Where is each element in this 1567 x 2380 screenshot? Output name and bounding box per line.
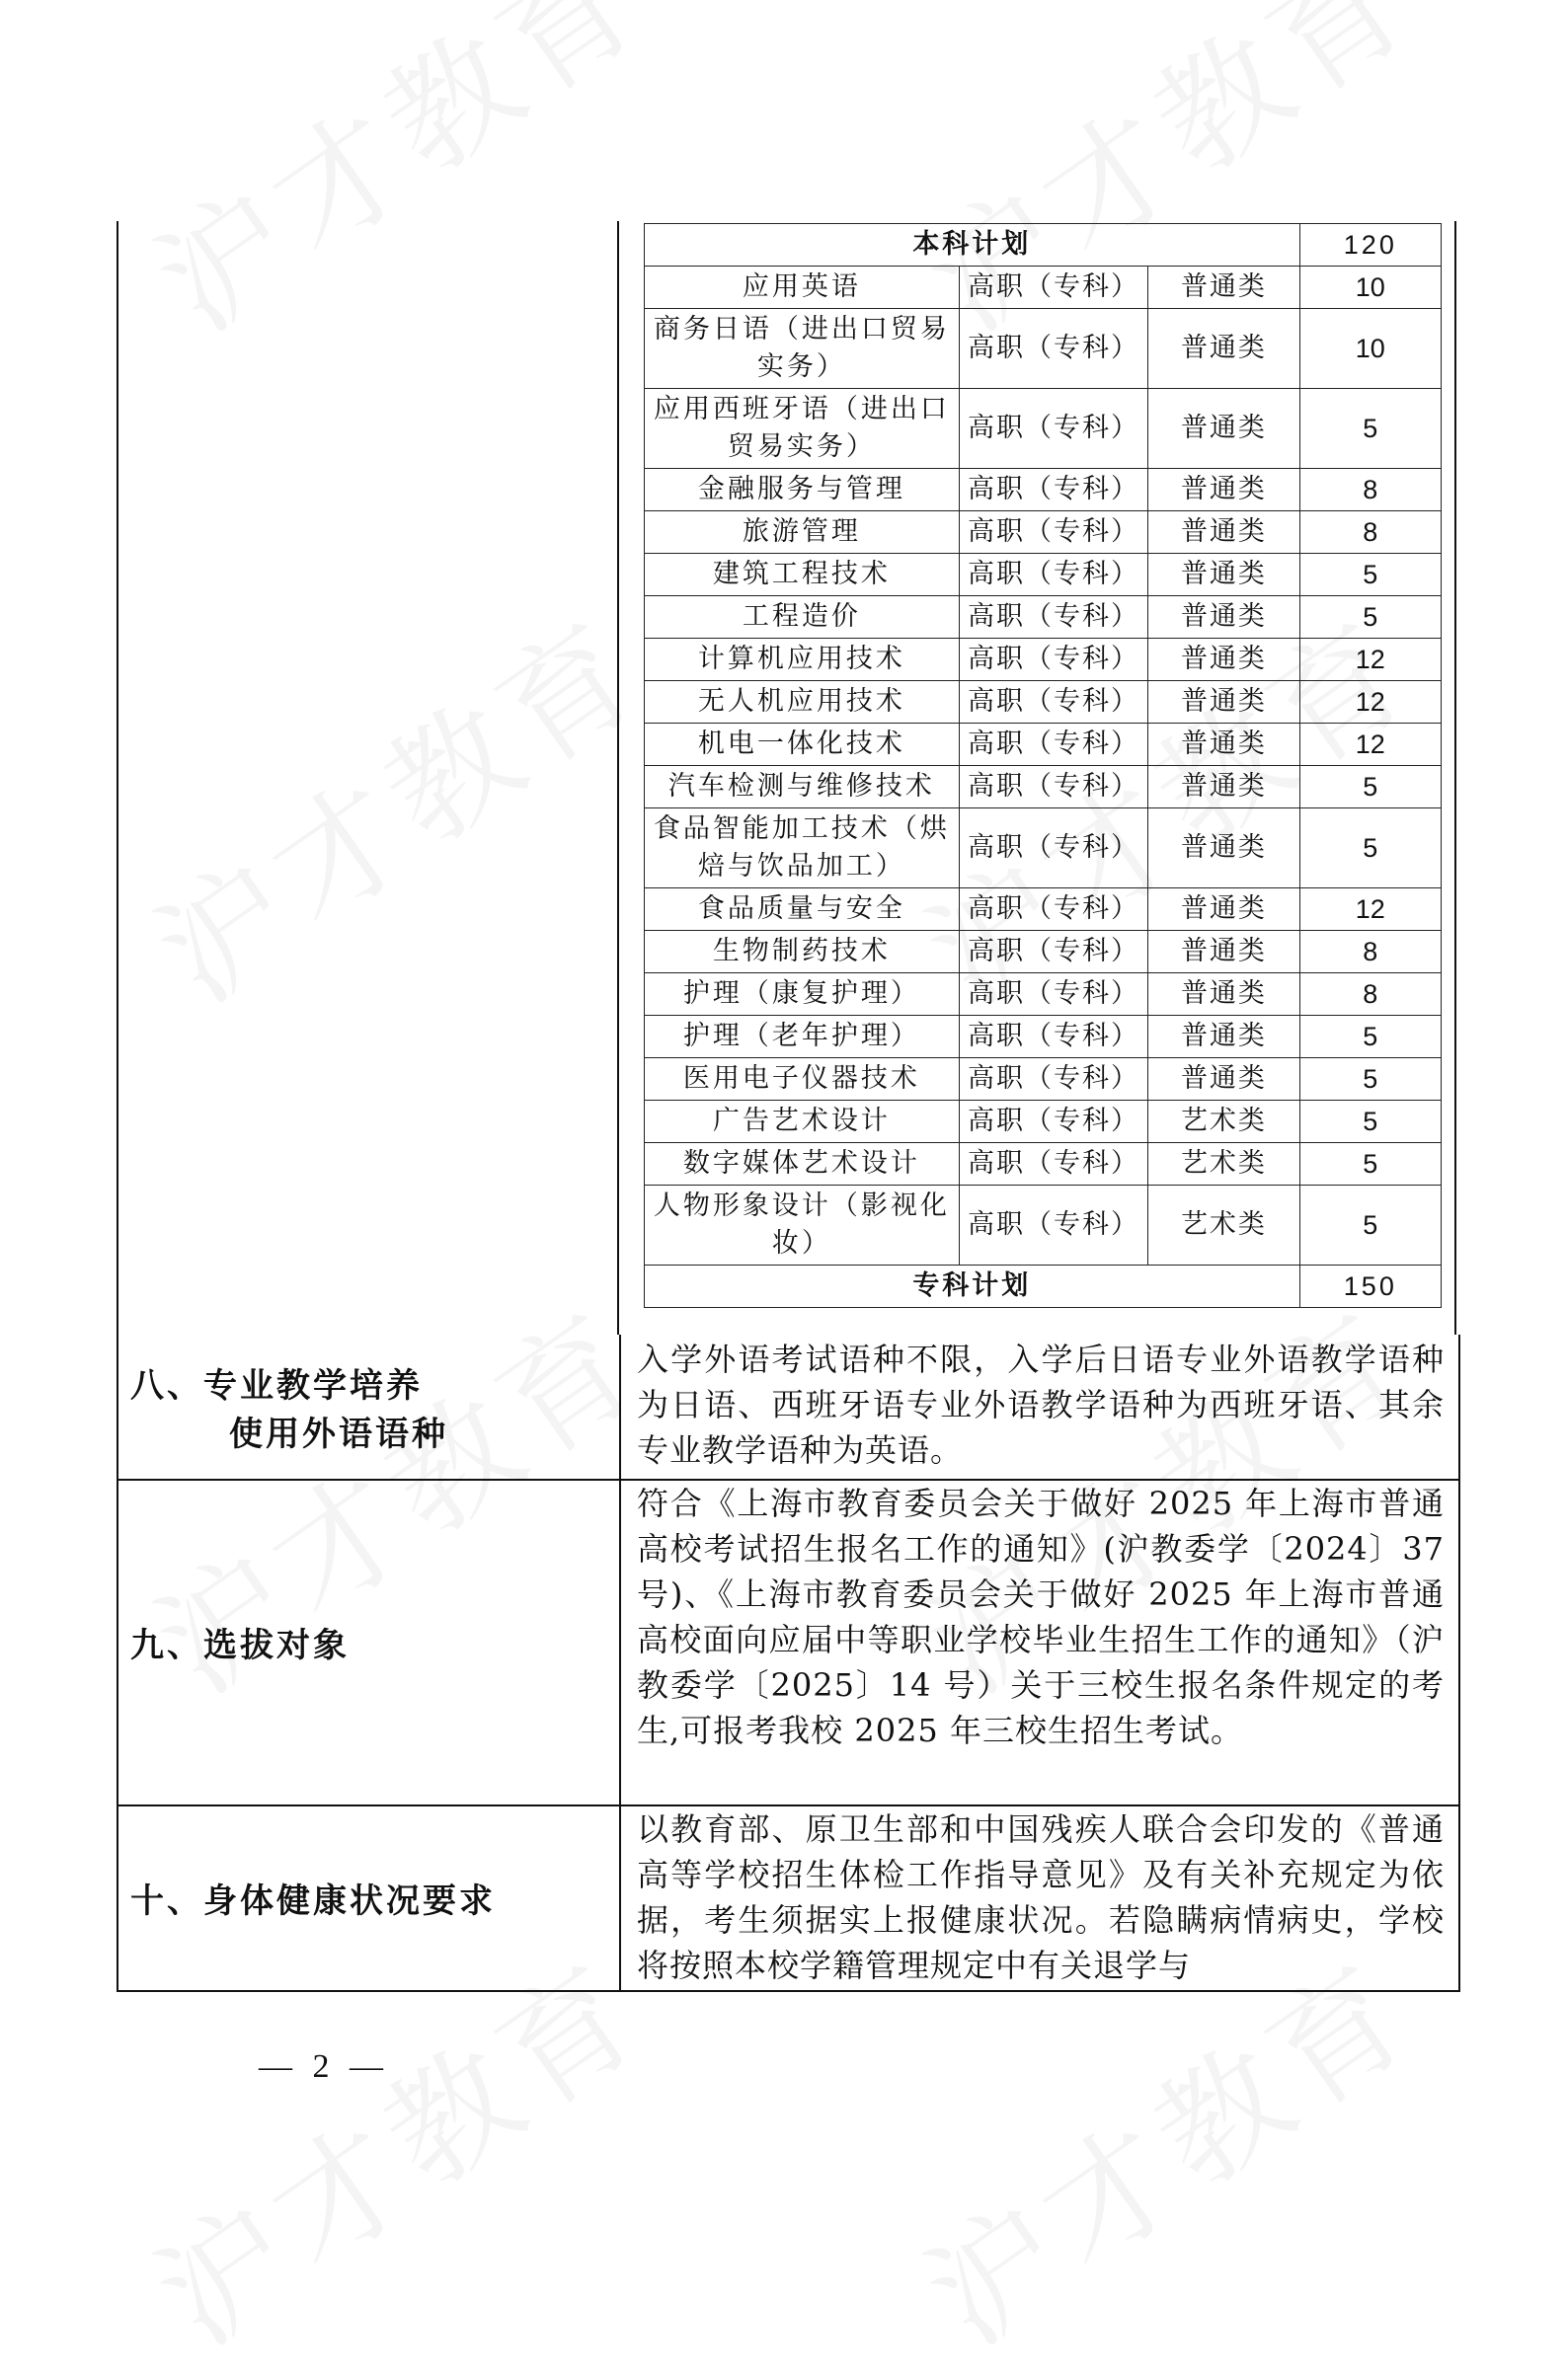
major-level-cell: 高职（专科） (959, 808, 1147, 888)
major-level-cell: 高职（专科） (959, 1143, 1147, 1186)
major-level-cell: 高职（专科） (959, 973, 1147, 1016)
major-category-cell: 普通类 (1148, 469, 1299, 511)
major-count-cell: 5 (1299, 1058, 1441, 1101)
major-category-cell: 普通类 (1148, 681, 1299, 724)
major-category-cell: 普通类 (1148, 596, 1299, 639)
major-category-cell: 普通类 (1148, 389, 1299, 469)
section-label-line2: 使用外语语种 (229, 1415, 448, 1454)
section-label (118, 1804, 621, 1990)
major-level-cell: 高职（专科） (959, 1016, 1147, 1058)
major-category-cell: 普通类 (1148, 888, 1299, 931)
major-name-cell: 建筑工程技术 (645, 554, 960, 596)
section-foreign-language (117, 1335, 1460, 1481)
major-category-cell: 普通类 (1148, 931, 1299, 973)
major-count-cell: 5 (1299, 554, 1441, 596)
major-level-cell: 高职（专科） (959, 267, 1147, 309)
major-level-cell: 高职（专科） (959, 1101, 1147, 1143)
major-name-cell: 应用英语 (645, 267, 960, 309)
major-count-cell: 8 (1299, 511, 1441, 554)
major-row (645, 554, 1442, 596)
major-level-cell: 高职（专科） (959, 469, 1147, 511)
major-category-cell: 普通类 (1148, 309, 1299, 389)
section-content: 符合《上海市教育委员会关于做好 2025 年上海市普通高校考试招生报名工作的通知》(沪教委学〔2024〕37 号)、《上海市教育委员会关于做好 2025 年上海市普通高校面向应届中等职业学校毕业生招生工作的通知》（沪教委学〔2025〕14 号）关于三校生报名条件规定的考生,可报考我校 2025 年三校生招生考试。 (637, 1485, 1445, 1749)
major-level-cell: 高职（专科） (959, 1186, 1147, 1266)
major-name-cell: 汽车检测与维修技术 (645, 766, 960, 808)
major-category-cell: 普通类 (1148, 267, 1299, 309)
major-level-cell: 高职（专科） (959, 554, 1147, 596)
section-label (118, 1479, 621, 1804)
major-count-cell: 10 (1299, 309, 1441, 389)
major-category-cell: 艺术类 (1148, 1186, 1299, 1266)
major-level-cell: 高职（专科） (959, 639, 1147, 681)
table-border-middle (617, 221, 619, 1335)
major-row (645, 931, 1442, 973)
major-name-cell: 数字媒体艺术设计 (645, 1143, 960, 1186)
major-count-cell: 5 (1299, 1186, 1441, 1266)
college-total-label: 专科计划 (645, 1266, 1300, 1308)
major-category-cell: 普通类 (1148, 554, 1299, 596)
major-name-cell: 广告艺术设计 (645, 1101, 960, 1143)
table-border-left (117, 221, 118, 1335)
section-label (118, 1335, 621, 1479)
major-row (645, 511, 1442, 554)
major-row (645, 309, 1442, 389)
major-count-cell: 5 (1299, 1101, 1441, 1143)
section-health-requirements (117, 1804, 1460, 1992)
major-category-cell: 普通类 (1148, 1016, 1299, 1058)
major-category-cell: 艺术类 (1148, 1143, 1299, 1186)
major-count-cell: 10 (1299, 267, 1441, 309)
major-count-cell: 12 (1299, 681, 1441, 724)
major-count-cell: 5 (1299, 596, 1441, 639)
major-category-cell: 普通类 (1148, 724, 1299, 766)
major-category-cell: 普通类 (1148, 973, 1299, 1016)
major-count-cell: 5 (1299, 1143, 1441, 1186)
major-category-cell: 普通类 (1148, 639, 1299, 681)
major-name-cell: 生物制药技术 (645, 931, 960, 973)
major-count-cell: 12 (1299, 888, 1441, 931)
major-row (645, 1101, 1442, 1143)
major-row (645, 888, 1442, 931)
major-row (645, 766, 1442, 808)
major-name-cell: 医用电子仪器技术 (645, 1058, 960, 1101)
major-count-cell: 12 (1299, 724, 1441, 766)
major-row (645, 469, 1442, 511)
major-category-cell: 普通类 (1148, 1058, 1299, 1101)
major-level-cell: 高职（专科） (959, 389, 1147, 469)
major-count-cell: 8 (1299, 469, 1441, 511)
major-count-cell: 12 (1299, 639, 1441, 681)
section-label-line1: 八、专业教学培养 (130, 1366, 423, 1406)
major-name-cell: 食品智能加工技术（烘焙与饮品加工） (645, 808, 960, 888)
major-name-cell: 无人机应用技术 (645, 681, 960, 724)
major-level-cell: 高职（专科） (959, 766, 1147, 808)
major-name-cell: 旅游管理 (645, 511, 960, 554)
major-name-cell: 护理（康复护理） (645, 973, 960, 1016)
major-row (645, 596, 1442, 639)
major-category-cell: 普通类 (1148, 766, 1299, 808)
major-level-cell: 高职（专科） (959, 596, 1147, 639)
majors-plan-table (644, 223, 1442, 1308)
major-category-cell: 普通类 (1148, 511, 1299, 554)
major-row (645, 973, 1442, 1016)
major-row (645, 639, 1442, 681)
major-name-cell: 应用西班牙语（进出口贸易实务） (645, 389, 960, 469)
major-name-cell: 金融服务与管理 (645, 469, 960, 511)
college-total-value: 150 (1299, 1266, 1441, 1308)
major-row (645, 389, 1442, 469)
major-category-cell: 普通类 (1148, 808, 1299, 888)
major-level-cell: 高职（专科） (959, 724, 1147, 766)
major-count-cell: 5 (1299, 808, 1441, 888)
major-row (645, 267, 1442, 309)
major-level-cell: 高职（专科） (959, 511, 1147, 554)
major-count-cell: 8 (1299, 973, 1441, 1016)
section-label-line1: 九、选拔对象 (130, 1625, 350, 1665)
page-number: — 2 — (259, 2048, 389, 2085)
major-row (645, 1186, 1442, 1266)
major-count-cell: 8 (1299, 931, 1441, 973)
college-total-row (645, 1266, 1442, 1308)
major-level-cell: 高职（专科） (959, 309, 1147, 389)
major-name-cell: 护理（老年护理） (645, 1016, 960, 1058)
major-row (645, 1016, 1442, 1058)
major-name-cell: 计算机应用技术 (645, 639, 960, 681)
major-level-cell: 高职（专科） (959, 681, 1147, 724)
section-content: 入学外语考试语种不限，入学后日语专业外语教学语种为日语、西班牙语专业外语教学语种为西班牙语、其余专业教学语种为英语。 (637, 1341, 1445, 1469)
major-row (645, 808, 1442, 888)
major-row (645, 724, 1442, 766)
major-count-cell: 5 (1299, 766, 1441, 808)
section-label-line1: 十、身体健康状况要求 (130, 1881, 496, 1921)
major-name-cell: 人物形象设计（影视化妆） (645, 1186, 960, 1266)
major-name-cell: 工程造价 (645, 596, 960, 639)
major-level-cell: 高职（专科） (959, 931, 1147, 973)
major-count-cell: 5 (1299, 389, 1441, 469)
major-row (645, 1058, 1442, 1101)
major-count-cell: 5 (1299, 1016, 1441, 1058)
major-level-cell: 高职（专科） (959, 1058, 1147, 1101)
undergrad-total-row (645, 224, 1442, 267)
major-name-cell: 机电一体化技术 (645, 724, 960, 766)
table-border-right (1454, 221, 1456, 1335)
major-name-cell: 食品质量与安全 (645, 888, 960, 931)
section-selection-target (117, 1479, 1460, 1806)
major-row (645, 681, 1442, 724)
undergrad-total-label: 本科计划 (645, 224, 1300, 267)
major-level-cell: 高职（专科） (959, 888, 1147, 931)
section-content: 以教育部、原卫生部和中国残疾人联合会印发的《普通高等学校招生体检工作指导意见》及有关补充规定为依据，考生须据实上报健康状况。若隐瞒病情病史，学校将按照本校学籍管理规定中有关退学与 (637, 1810, 1445, 1984)
undergrad-total-value: 120 (1299, 224, 1441, 267)
major-row (645, 1143, 1442, 1186)
major-name-cell: 商务日语（进出口贸易实务） (645, 309, 960, 389)
major-category-cell: 艺术类 (1148, 1101, 1299, 1143)
